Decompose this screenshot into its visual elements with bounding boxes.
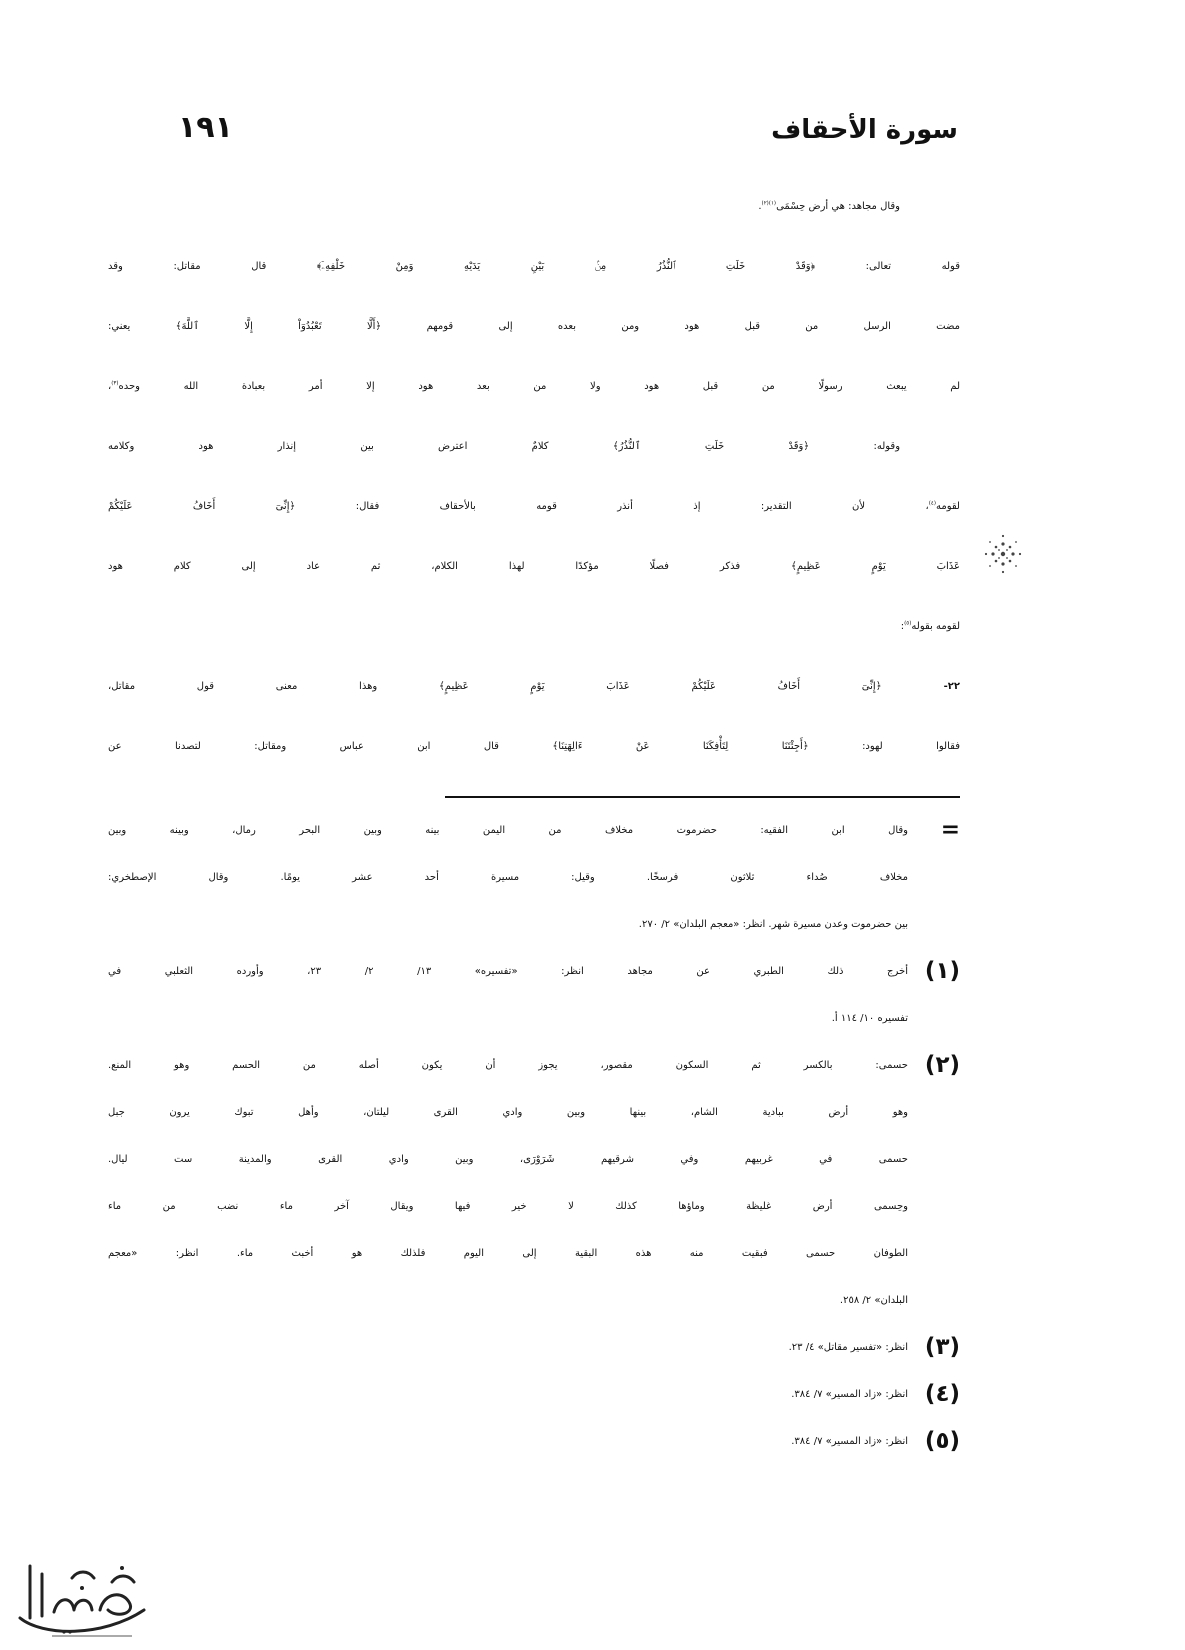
text-line: [108, 237, 960, 297]
footnote-ref: (١)(٢): [761, 200, 777, 207]
quran-quote: ﴿أَلَّا تَعْبُدُوٓاْ إِلَّا ٱللَّهَ﴾: [175, 321, 382, 332]
text-line: [108, 357, 960, 417]
footnote-marker: (٣): [924, 1334, 960, 1360]
text-segment: كلامٌ اعترض بين إنذار هود وكلامه: [108, 441, 613, 452]
text-segment: .: [758, 201, 762, 212]
footnote-line: حسمى: بالكسر ثم السكون مقصور، يجوز أن يكون أصله من الحسم وهو المنع.: [108, 1060, 908, 1071]
quran-quote: ﴿إِنِّىٓ أَخَافُ عَلَيْكُمْ عَذَابَ يَوْمٍ عَظِيمٍ﴾: [438, 681, 882, 692]
footnote: [108, 1324, 960, 1371]
text-line: [108, 717, 960, 777]
footnote-line: انظر: «زاد المسير» ٧/ ٣٨٤.: [791, 1436, 908, 1447]
footnote-marker: =: [940, 817, 960, 843]
text-segment: قوله تعالى:: [815, 261, 960, 272]
text-segment: قال ابن عباس ومقاتل: لتصدنا عن: [108, 741, 553, 752]
text-segment: قال مقاتل: وقد: [108, 261, 317, 272]
quran-quote: ﴿إِنِّىٓ أَخَافُ عَلَيْكُمْ: [108, 501, 296, 512]
footnote-line: بين حضرموت وعدن مسيرة شهر. انظر: «معجم البلدان» ٢/ ٢٧٠.: [638, 919, 908, 930]
footnote-text: [108, 1371, 908, 1418]
footnote-marker: (٤): [924, 1381, 960, 1407]
quran-quote: ﴿وَقَدْ خَلَتِ ٱلنُّذُرُ مِنۢ بَيْنِ يَدَيْهِ وَمِنْ خَلْفِهِۦٓ﴾: [316, 261, 816, 272]
footnote-text: [108, 1418, 908, 1465]
text-segment: لم يبعث رسولًا من قبل هود ولا من بعد هود إلا أمر بعبادة الله وحده: [118, 381, 960, 392]
footnote-line: حسمى في غربيهم وفي شرقيهم شَرَوْرَى، وبين وادي القرى والمدينة ست ليال.: [108, 1154, 908, 1165]
footnote-text: [108, 1042, 908, 1324]
text-segment: وقال مجاهد: هي أرض حِسْمَى: [776, 201, 900, 212]
footnotes: [108, 807, 960, 1465]
page-number: ١٩١: [178, 110, 233, 145]
text-segment: لقومه: [935, 501, 960, 512]
footnote: [108, 1418, 960, 1465]
quran-quote: عَذَابَ يَوْمٍ عَظِيمٍ﴾: [791, 561, 961, 572]
text-line: [108, 417, 960, 477]
footnote-line: انظر: «زاد المسير» ٧/ ٣٨٤.: [791, 1389, 908, 1400]
text-line: [108, 657, 960, 717]
footnote-marker: (٥): [924, 1428, 960, 1454]
footnote-line: الطوفان حسمى فبقيت منه هذه البقية إلى اليوم فلذلك هو أخبث ماء. انظر: «معجم: [108, 1248, 908, 1259]
margin-ornament: [982, 528, 1024, 580]
footnote-line: مخلاف صُداء ثلاثون فرسخًا. وقيل: مسيرة أحد عشر يومًا. وقال الإصطخري:: [108, 872, 908, 883]
surah-title: سورة الأحقاف: [771, 115, 958, 145]
text-line: [108, 297, 960, 357]
footnote: [108, 807, 960, 948]
footnote-line: انظر: «تفسير مقاتل» ٤/ ٢٣.: [788, 1342, 908, 1353]
footnote-line: وقال ابن الفقيه: حضرموت مخلاف من اليمن بينه وبين البحر رمال، وبينه وبين: [108, 825, 908, 836]
footnote: [108, 948, 960, 1042]
text-segment: :: [900, 621, 905, 632]
footnote-separator: [445, 796, 960, 798]
text-segment: مضت الرسل من قبل هود ومن بعده إلى قومهم: [381, 321, 961, 332]
quran-quote: ﴿أَجِئْتَنَا لِتَأْفِكَنَا عَنْ ءَالِهَتِنَا﴾: [552, 741, 809, 752]
text-line: [108, 597, 960, 657]
main-text: [108, 177, 960, 777]
text-line: [108, 177, 960, 237]
footnote-marker: (١): [924, 958, 960, 984]
footnote-ref: (٤): [928, 500, 936, 507]
text-segment: ، لأن التقدير: إذ أنذر قومه بالأحقاف فقال:: [295, 501, 929, 512]
footnote: [108, 1042, 960, 1324]
footnote-line: تفسيره ١٠/ ١١٤ أ.: [831, 1013, 908, 1024]
quran-quote: ﴿وَقَدْ خَلَتِ ٱلنُّذُرُ﴾: [612, 441, 810, 452]
footnote-text: [108, 948, 908, 1042]
footnote-text: [108, 807, 908, 948]
text-segment: يعني:: [108, 321, 176, 332]
text-segment: وقوله:: [809, 441, 901, 452]
footnote-line: البلدان» ٢/ ٢٥٨.: [839, 1295, 908, 1306]
text-segment: فقالوا لهود:: [808, 741, 960, 752]
text-segment: لقومه بقوله: [911, 621, 960, 632]
footnote-marker: (٢): [924, 1052, 960, 1078]
text-segment: وهذا معنى قول مقاتل،: [108, 681, 439, 692]
footnote-line: وحِسمى أرض غليظة وماؤها كذلك لا خير فيها ويقال آخر ماء نضب من ماء: [108, 1201, 908, 1212]
footnote-text: [108, 1324, 908, 1371]
watermark-logo: [12, 1552, 152, 1644]
text-line: [108, 537, 960, 597]
footnote-line: وهو أرض ببادية الشام، بينها وبين وادي القرى ليلتان، وأهل تبوك يرون جبل: [108, 1107, 908, 1118]
footnote-ref: (٣): [111, 380, 119, 387]
footnote-ref: (٥): [904, 620, 912, 627]
text-segment: ،: [108, 381, 112, 392]
footnote: [108, 1371, 960, 1418]
text-line: [108, 477, 960, 537]
text-segment: فذكر فصلًا مؤكدًا لهذا الكلام، ثم عاد إلى كلام هود: [108, 561, 792, 572]
verse-number: ٢٢-: [881, 681, 960, 692]
footnote-line: أخرج ذلك الطبري عن مجاهد انظر: «تفسيره» ١٣/ ٢/ ٢٣، وأورده الثعلبي في: [108, 966, 908, 977]
